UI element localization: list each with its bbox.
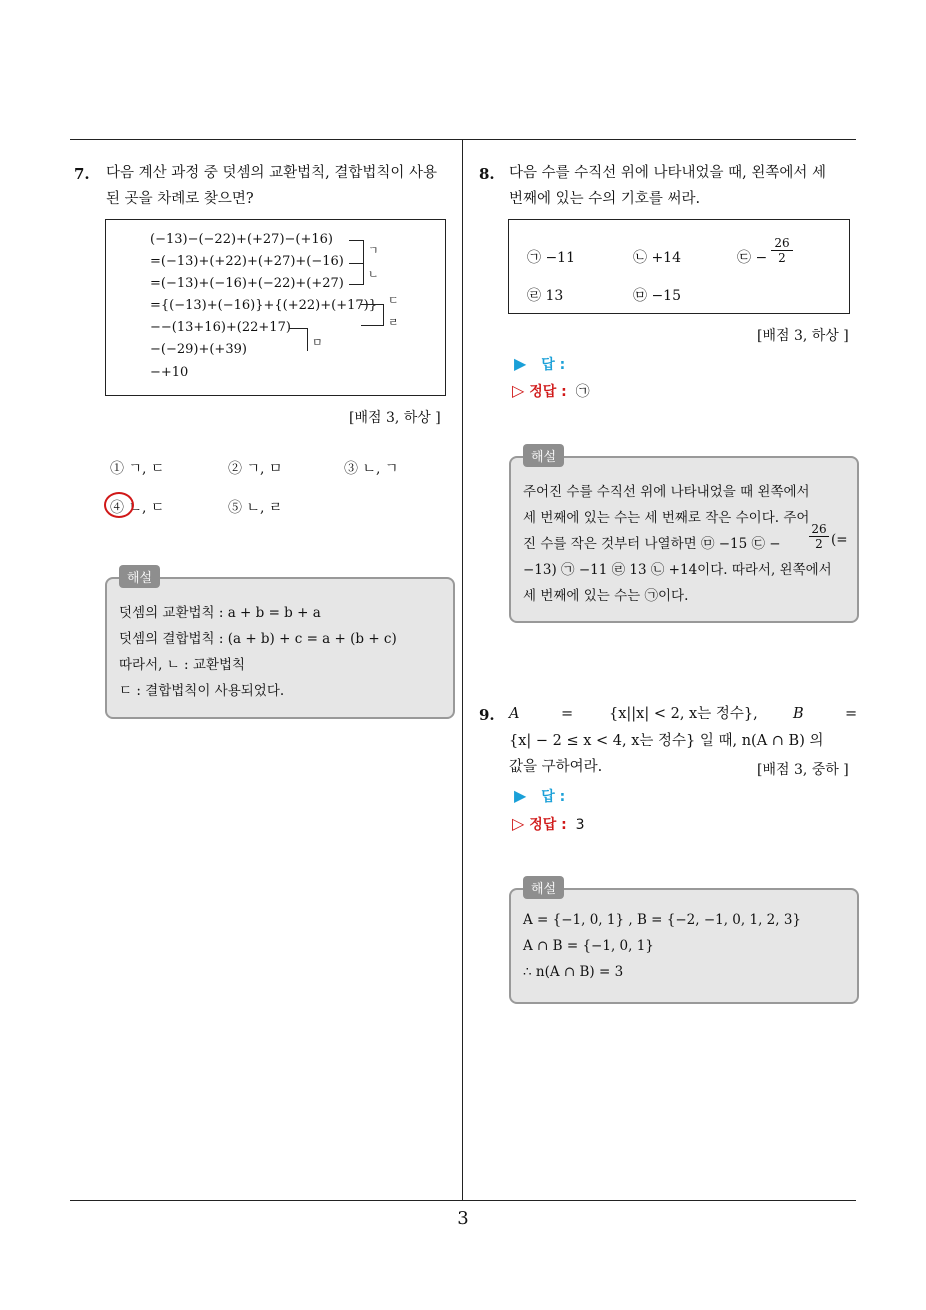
q8-item-d: ㉣ 13 bbox=[527, 288, 564, 304]
q7-bracket-c bbox=[361, 304, 384, 326]
q8-item-c-fraction bbox=[771, 236, 793, 265]
q7-solution-tag: 해설 bbox=[119, 565, 160, 588]
q7-choice-4[interactable]: ④ ㄴ, ㄷ bbox=[110, 500, 165, 516]
q8-frac-num: 26 bbox=[771, 236, 793, 251]
q7-step-7: −+10 bbox=[150, 365, 189, 380]
q9-solution-line-3: ∴ n(A ∩ B) = 3 bbox=[523, 964, 624, 980]
q7-choice-3[interactable]: ③ ㄴ, ㄱ bbox=[344, 461, 399, 477]
q8-item-b: ㉡ +14 bbox=[633, 250, 681, 266]
q8-solution-line-1: 주어진 수를 수직선 위에 나타내었을 때 왼쪽에서 bbox=[523, 484, 810, 500]
top-rule bbox=[70, 139, 856, 140]
play-arrow-icon: ▶ bbox=[514, 786, 527, 805]
q8-solution-fraction bbox=[809, 522, 829, 551]
q7-calculation-box bbox=[105, 219, 446, 396]
q8-item-e: ㉤ −15 bbox=[633, 288, 681, 304]
outline-arrow-icon: ▷ bbox=[512, 814, 525, 833]
q9-eq-1: = bbox=[561, 706, 574, 722]
q7-step-4: ={(−13)+(−16)}+{(+22)+(+17)} bbox=[150, 298, 377, 313]
q8-item-c-label: ㉢ − bbox=[737, 250, 768, 266]
q8-text bbox=[509, 160, 826, 212]
q7-choice-2[interactable]: ② ㄱ, ㅁ bbox=[228, 461, 283, 477]
q9-answer-row[interactable] bbox=[514, 786, 565, 806]
q8-correct-value: ㉠ bbox=[575, 384, 590, 400]
q8-text-line2: 번째에 있는 수의 기호를 써라. bbox=[509, 191, 701, 207]
q8-item-a: ㉠ −11 bbox=[527, 250, 575, 266]
q9-number: 9. bbox=[479, 706, 495, 724]
q7-number: 7. bbox=[74, 165, 90, 183]
q7-step-1: (−13)−(−22)+(+27)−(+16) bbox=[150, 232, 333, 247]
q7-step-6: −(−29)+(+39) bbox=[150, 342, 247, 357]
q9-correct-row bbox=[512, 814, 585, 834]
q9-solution-tag: 해설 bbox=[523, 876, 564, 899]
q8-solution-line-4: −13) ㉠ −11 ㉣ 13 ㉡ +14이다. 따라서, 왼쪽에서 bbox=[523, 562, 832, 578]
column-divider bbox=[462, 139, 463, 1200]
q7-choice-5[interactable]: ⑤ ㄴ, ㄹ bbox=[228, 500, 283, 516]
q7-label-b: ㄴ bbox=[368, 268, 379, 281]
q7-points: [배점 3, 하상 ] bbox=[349, 410, 441, 426]
q8-solution-line-2: 세 번째에 있는 수는 세 번째로 작은 수이다. 주어 bbox=[523, 510, 810, 526]
q7-step-2: =(−13)+(+22)+(+27)+(−16) bbox=[150, 254, 344, 269]
q7-solution-line-2: 덧셈의 결합법칙 : (a + b) + c = a + (b + c) bbox=[119, 631, 397, 647]
q8-number-box bbox=[508, 219, 850, 314]
play-arrow-icon: ▶ bbox=[514, 354, 527, 373]
q8-sol-frac-num: 26 bbox=[809, 522, 829, 537]
q9-solution-line-2: A ∩ B = {−1, 0, 1} bbox=[523, 938, 654, 954]
q7-step-5: −−(13+16)+(22+17) bbox=[150, 320, 291, 335]
q9-points: [배점 3, 중하 ] bbox=[757, 762, 849, 778]
q9-line2: {x| − 2 ≤ x < 4, x는 정수} 일 때, n(A ∩ B) 의 bbox=[509, 733, 824, 749]
q8-solution-line-5: 세 번째에 있는 수는 ㉠이다. bbox=[523, 588, 689, 604]
q7-step-3: =(−13)+(−16)+(−22)+(+27) bbox=[150, 276, 344, 291]
q8-correct-row bbox=[512, 381, 590, 401]
q7-solution-line-1: 덧셈의 교환법칙 : a + b = b + a bbox=[119, 605, 321, 621]
q8-solution-tag: 해설 bbox=[523, 444, 564, 467]
q7-label-a: ㄱ bbox=[368, 244, 379, 257]
q9-set-a: {x||x| < 2, x는 정수}, bbox=[609, 706, 758, 722]
q8-correct-label: 정답 : bbox=[529, 384, 567, 400]
q7-label-d: ㄹ bbox=[388, 316, 399, 329]
q7-bracket-a bbox=[349, 240, 364, 264]
q8-solution-box bbox=[509, 450, 859, 623]
q8-sol-frac-den: 2 bbox=[815, 537, 823, 551]
q7-bracket-e bbox=[289, 328, 308, 351]
q8-item-c bbox=[737, 247, 767, 267]
page-number: 3 bbox=[457, 1208, 469, 1229]
q8-text-line1: 다음 수를 수직선 위에 나타내었을 때, 왼쪽에서 세 bbox=[509, 165, 827, 181]
q7-solution-line-3: 따라서, ㄴ : 교환법칙 bbox=[119, 657, 246, 673]
q9-solution-line-1: A = {−1, 0, 1} , B = {−2, −1, 0, 1, 2, 3} bbox=[523, 912, 802, 928]
bottom-rule bbox=[70, 1200, 856, 1201]
q7-text bbox=[106, 160, 437, 212]
q9-solution-box bbox=[509, 882, 859, 1004]
q9-eq-2: = bbox=[845, 706, 858, 722]
q9-correct-value: 3 bbox=[575, 817, 585, 833]
q8-points: [배점 3, 하상 ] bbox=[757, 328, 849, 344]
q8-answer-label: 답 : bbox=[541, 357, 566, 373]
outline-arrow-icon: ▷ bbox=[512, 381, 525, 400]
q9-line3: 값을 구하여라. bbox=[509, 759, 603, 775]
q7-bracket-b bbox=[349, 262, 364, 285]
q7-solution-line-4: ㄷ : 결합법칙이 사용되었다. bbox=[119, 683, 285, 699]
q7-choice-1[interactable]: ① ㄱ, ㄷ bbox=[110, 461, 165, 477]
q9-correct-label: 정답 : bbox=[529, 817, 567, 833]
q9-answer-label: 답 : bbox=[541, 789, 566, 805]
q7-answer-circle-icon bbox=[104, 492, 134, 518]
q9-set-b-symbol: B bbox=[793, 706, 804, 722]
q7-solution-box bbox=[105, 571, 455, 719]
q8-answer-row[interactable] bbox=[514, 354, 565, 374]
q7-text-line2: 된 곳을 차례로 찾으면? bbox=[106, 191, 254, 207]
q7-label-e: ㅁ bbox=[312, 336, 323, 349]
q9-set-a-symbol: A bbox=[509, 706, 520, 722]
q8-number: 8. bbox=[479, 165, 495, 183]
q7-text-line1: 다음 계산 과정 중 덧셈의 교환법칙, 결합법칙이 사용 bbox=[106, 165, 438, 181]
q7-label-c: ㄷ bbox=[388, 294, 399, 307]
q8-solution-line-3: 진 수를 작은 것부터 나열하면 ㉤ −15 ㉢ − bbox=[523, 536, 781, 552]
q8-solution-line-3-tail: (= bbox=[831, 532, 848, 548]
q8-frac-den: 2 bbox=[778, 251, 786, 265]
